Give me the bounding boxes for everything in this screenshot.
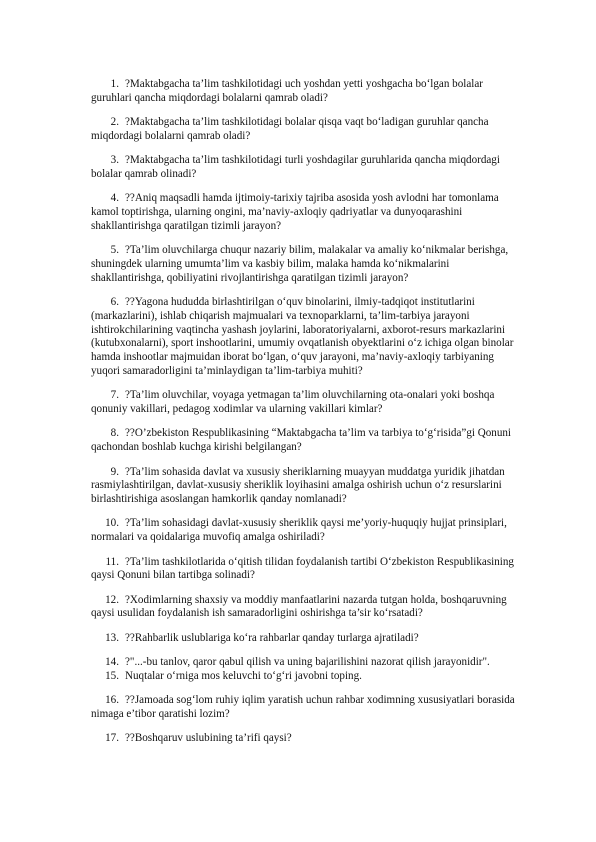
question-text: ?Xodimlarning shaxsiy va moddiy manfaatlarini nazarda tutgan holda, boshqaruvning qaysi usulidan foydalanish ish samaradorligini oshirishga ta’sir ko‘rsatadi? xyxy=(91,593,507,620)
question-10 xyxy=(91,517,523,545)
question-text: Nuqtalar o‘rniga mos keluvchi to‘g‘ri javobni toping. xyxy=(125,669,362,682)
question-number: 3. xyxy=(110,154,119,167)
question-number: 7. xyxy=(110,389,119,402)
question-text: ?Ta’lim sohasidagi davlat-xususiy sheriklik qaysi me’yoriy-huquqiy hujjat prinsiplari, normalari va qoidalariga muvofiq amalga oshiriladi? xyxy=(91,517,507,544)
question-text: ?Maktabgacha ta’lim tashkilotidagi uch yoshdan yetti yoshgacha bo‘lgan bolalar guruhlari qancha miqdordagi bolalarni qamrab oladi? xyxy=(91,78,483,104)
question-number: 1. xyxy=(110,78,119,90)
question-text: ?Ta’lim oluvchilarga chuqur nazariy bilim, malakalar va amaliy ko‘nikmalar berishga, shuningdek ularning umumta’lim va kasbiy bilim, malaka hamda ko‘nikmalarini shakllantirishga, qobiliyatini rivojlantirishga qaratilgan tizimli jarayon? xyxy=(91,244,509,284)
question-text: ??Aniq maqsadli hamda ijtimoiy-tarixiy tajriba asosida yosh avlodni har tomonlama kamol toptirishga, ularning ongini, ma’naviy-axloqiy qadriyatlar va dunyoqarashini shakllantirishga qaratilgan tizimli jarayon? xyxy=(91,192,499,232)
question-15 xyxy=(91,670,523,684)
question-number: 10. xyxy=(105,517,119,530)
question-number: 5. xyxy=(110,244,119,257)
question-number: 9. xyxy=(110,465,119,478)
question-text: ?Maktabgacha ta’lim tashkilotidagi turli yoshdagilar guruhlarida qancha miqdordagi bolalar qamrab olinadi? xyxy=(91,154,500,180)
question-3 xyxy=(91,154,523,182)
question-number: 13. xyxy=(105,631,119,644)
question-11 xyxy=(91,556,523,584)
question-number: 15. xyxy=(105,669,119,682)
question-12 xyxy=(91,594,523,622)
question-number: 11. xyxy=(105,555,119,568)
question-text: ?"...-bu tanlov, qaror qabul qilish va uning bajarilishini nazorat qilish jarayonidir". xyxy=(125,656,490,668)
question-number: 2. xyxy=(110,116,119,129)
question-4 xyxy=(91,192,523,233)
question-16 xyxy=(91,694,523,722)
question-number: 14. xyxy=(105,656,119,668)
question-text: ??O’zbekiston Respublikasining “Maktabgacha ta’lim va tarbiya to‘g‘risida”gi Qonuni qachondan boshlab kuchga kirishi belgilangan? xyxy=(91,427,512,454)
question-number: 12. xyxy=(105,593,119,606)
question-number: 4. xyxy=(110,192,119,205)
question-number: 6. xyxy=(110,296,119,309)
question-17 xyxy=(91,732,523,746)
question-13 xyxy=(91,632,523,646)
question-text: ?Ta’lim tashkilotlarida o‘qitish tilidan foydalanish tartibi O‘zbekiston Respublikasining qaysi Qonuni bilan tartibga solinadi? xyxy=(91,555,514,582)
question-text: ??Rahbarlik uslublariga ko‘ra rahbarlar qanday turlarga ajratiladi? xyxy=(125,631,419,644)
question-text: ??Jamoada sog‘lom ruhiy iqlim yaratish uchun rahbar xodimning xususiyatlari borasida nimaga e’tibor qaratishi lozim? xyxy=(91,694,515,720)
question-text: ?Ta’lim oluvchilar, voyaga yetmagan ta’lim oluvchilarning ota-onalari yoki boshqa qonuniy vakillari, pedagog xodimlar va ularning vakillari kimlar? xyxy=(91,389,495,416)
question-8 xyxy=(91,427,523,455)
question-number: 8. xyxy=(110,427,119,440)
question-text: ??Yagona hududda birlashtirilgan o‘quv binolarini, ilmiy-tadqiqot institutlarini (markazlarini), ishlab chiqarish majmualari va texnoparklarni, ta’lim-tarbiya jarayoni ishtirokchilarining vaqtincha yashash joylarini, laboratoriyalarni, axborot-resurs markazlarini (kutubxonalarni), sport inshootlarini, umumiy ovqatlanish obyektlarini o‘z ichiga olgan binolar hamda inshootlar majmuidan iborat bo‘lgan, o‘quv jarayoni, ma’naviy-axloqiy tarbiyaning yuqori samaradorligini ta’minlaydigan ta’lim-tarbiya muhiti? xyxy=(91,296,514,378)
question-text: ??Boshqaruv uslubining ta’rifi qaysi? xyxy=(125,732,292,745)
question-5 xyxy=(91,244,523,285)
question-number: 16. xyxy=(105,694,119,707)
question-2 xyxy=(91,116,523,144)
question-7 xyxy=(91,389,523,417)
question-number: 17. xyxy=(105,732,119,745)
question-9 xyxy=(91,466,523,507)
question-6 xyxy=(91,296,523,379)
question-14 xyxy=(91,656,523,670)
question-1 xyxy=(91,78,523,106)
question-text: ?Ta’lim sohasida davlat va xususiy sheriklarning muayyan muddatga yuridik jihatdan rasmiylashtirilgan, davlat-xususiy sheriklik loyihasini amalga oshirish uchun o‘z resurslarini birlashtirishiga asoslangan hamkorlik qanday nomlanadi? xyxy=(91,465,505,506)
question-text: ?Maktabgacha ta’lim tashkilotidagi bolalar qisqa vaqt bo‘ladigan guruhlar qancha miqdordagi bolalarni qamrab oladi? xyxy=(91,116,489,142)
